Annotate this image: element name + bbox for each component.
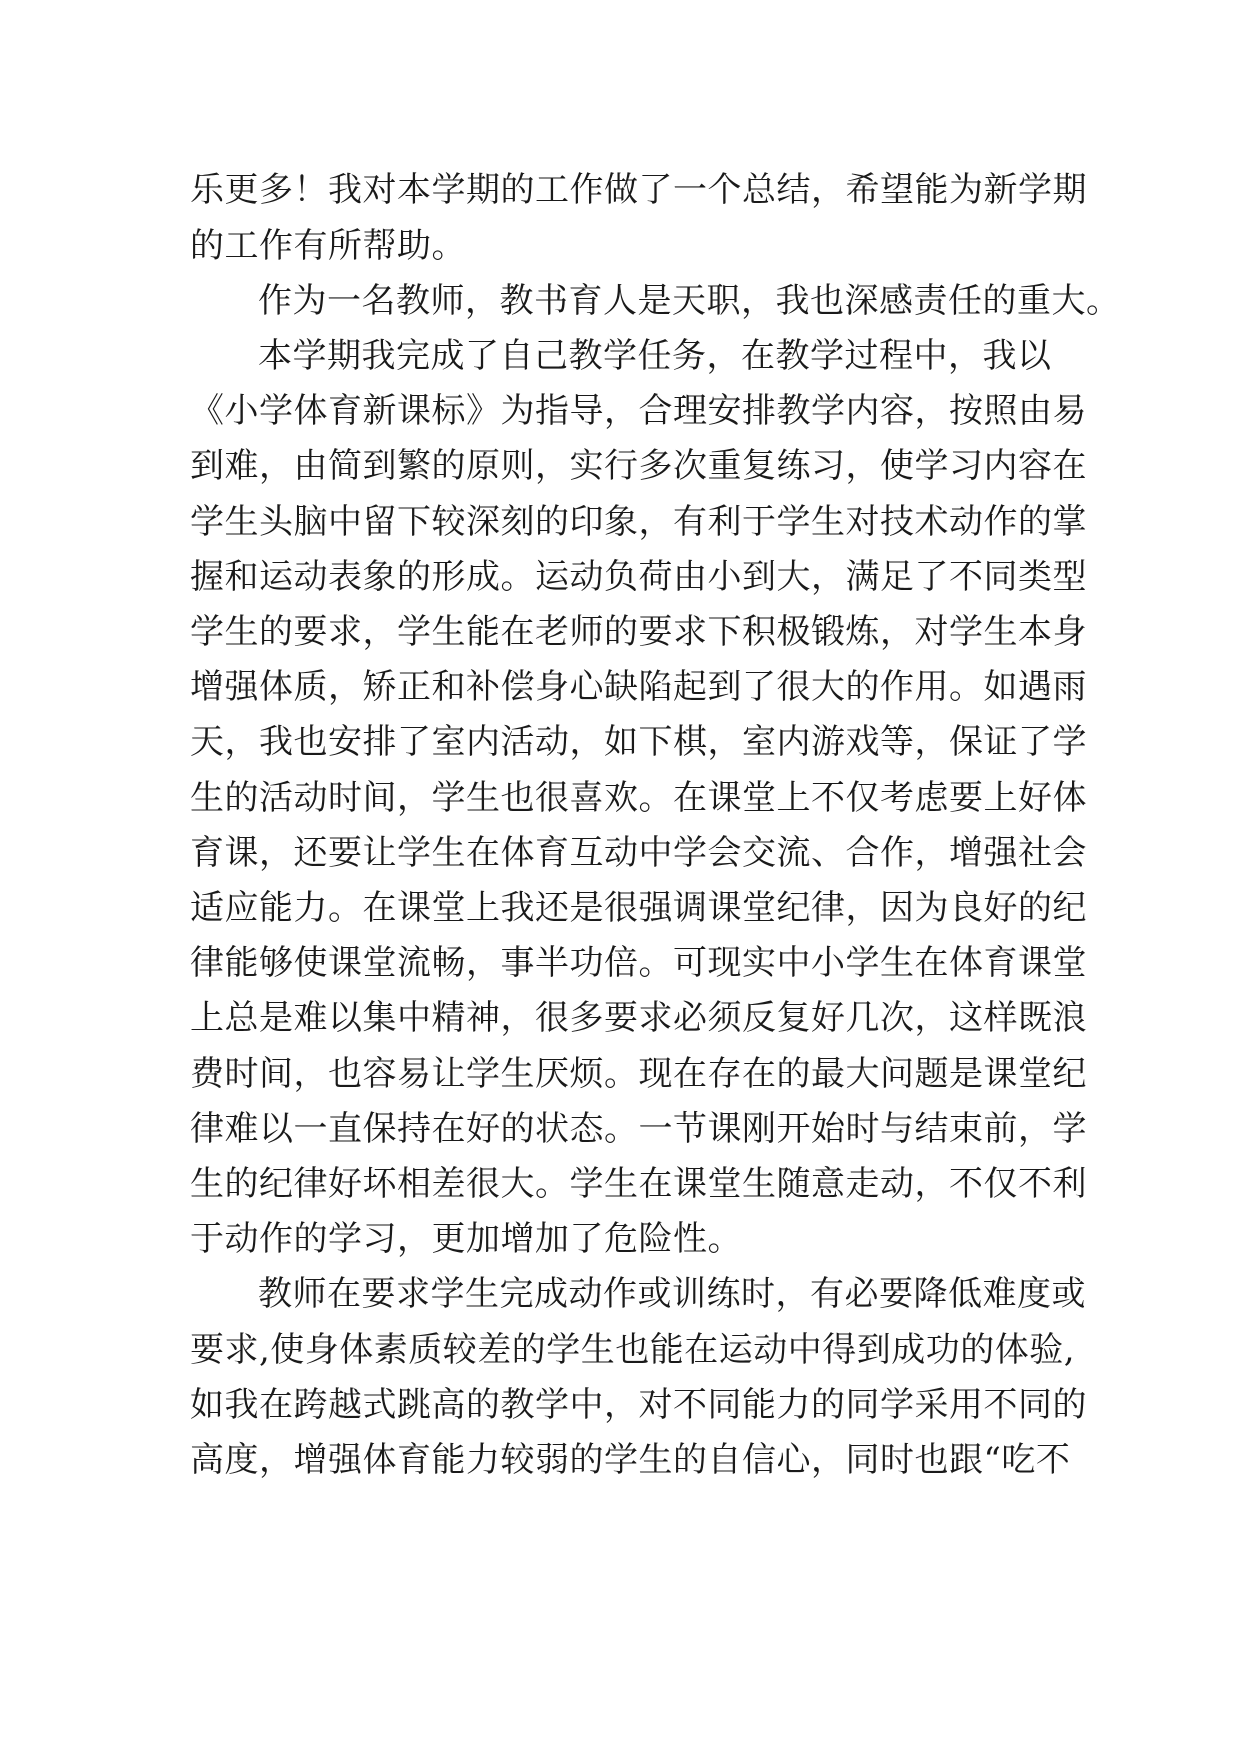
- text-line: 要求,使身体素质较差的学生也能在运动中得到成功的体验,: [190, 1330, 1076, 1370]
- text-line: 教师在要求学生完成动作或训练时，有必要降低难度或: [258, 1274, 1086, 1314]
- text-line: 育课，还要让学生在体育互动中学会交流、合作，增强社会: [190, 833, 1087, 873]
- text-line: 适应能力。在课堂上我还是很强调课堂纪律，因为良好的纪: [190, 888, 1087, 928]
- text-line: 生的纪律好坏相差很大。学生在课堂生随意走动，不仅不利: [190, 1164, 1087, 1204]
- text-line: 生的活动时间，学生也很喜欢。在课堂上不仅考虑要上好体: [190, 778, 1087, 818]
- text-line: 律能够使课堂流畅，事半功倍。可现实中小学生在体育课堂: [190, 943, 1087, 983]
- text-line: 天，我也安排了室内活动，如下棋，室内游戏等，保证了学: [190, 722, 1087, 762]
- text-line: 本学期我完成了自己教学任务，在教学过程中，我以: [258, 336, 1052, 376]
- text-line: 《小学体育新课标》为指导，合理安排教学内容，按照由易: [190, 391, 1087, 431]
- text-line: 如我在跨越式跳高的教学中，对不同能力的同学采用不同的: [190, 1385, 1087, 1425]
- text-line: 作为一名教师，教书育人是天职，我也深感责任的重大。: [258, 281, 1121, 321]
- text-line: 握和运动表象的形成。运动负荷由小到大，满足了不同类型: [190, 557, 1087, 597]
- text-line: 于动作的学习，更加增加了危险性。: [190, 1219, 742, 1259]
- text-line: 到难，由简到繁的原则，实行多次重复练习，使学习内容在: [190, 446, 1087, 486]
- text-line: 上总是难以集中精神，很多要求必须反复好几次，这样既浪: [190, 998, 1087, 1038]
- text-line: 高度，增强体育能力较弱的学生的自信心，同时也跟“吃不: [190, 1440, 1071, 1480]
- text-line: 乐更多！我对本学期的工作做了一个总结，希望能为新学期: [190, 170, 1087, 210]
- text-line: 费时间，也容易让学生厌烦。现在存在的最大问题是课堂纪: [190, 1054, 1087, 1094]
- text-line: 的工作有所帮助。: [190, 226, 466, 266]
- text-line: 学生的要求，学生能在老师的要求下积极锻炼，对学生本身: [190, 612, 1087, 652]
- text-line: 律难以一直保持在好的状态。一节课刚开始时与结束前，学: [190, 1109, 1087, 1149]
- text-line: 增强体质，矫正和补偿身心缺陷起到了很大的作用。如遇雨: [190, 667, 1087, 707]
- text-line: 学生头脑中留下较深刻的印象，有利于学生对技术动作的掌: [190, 502, 1087, 542]
